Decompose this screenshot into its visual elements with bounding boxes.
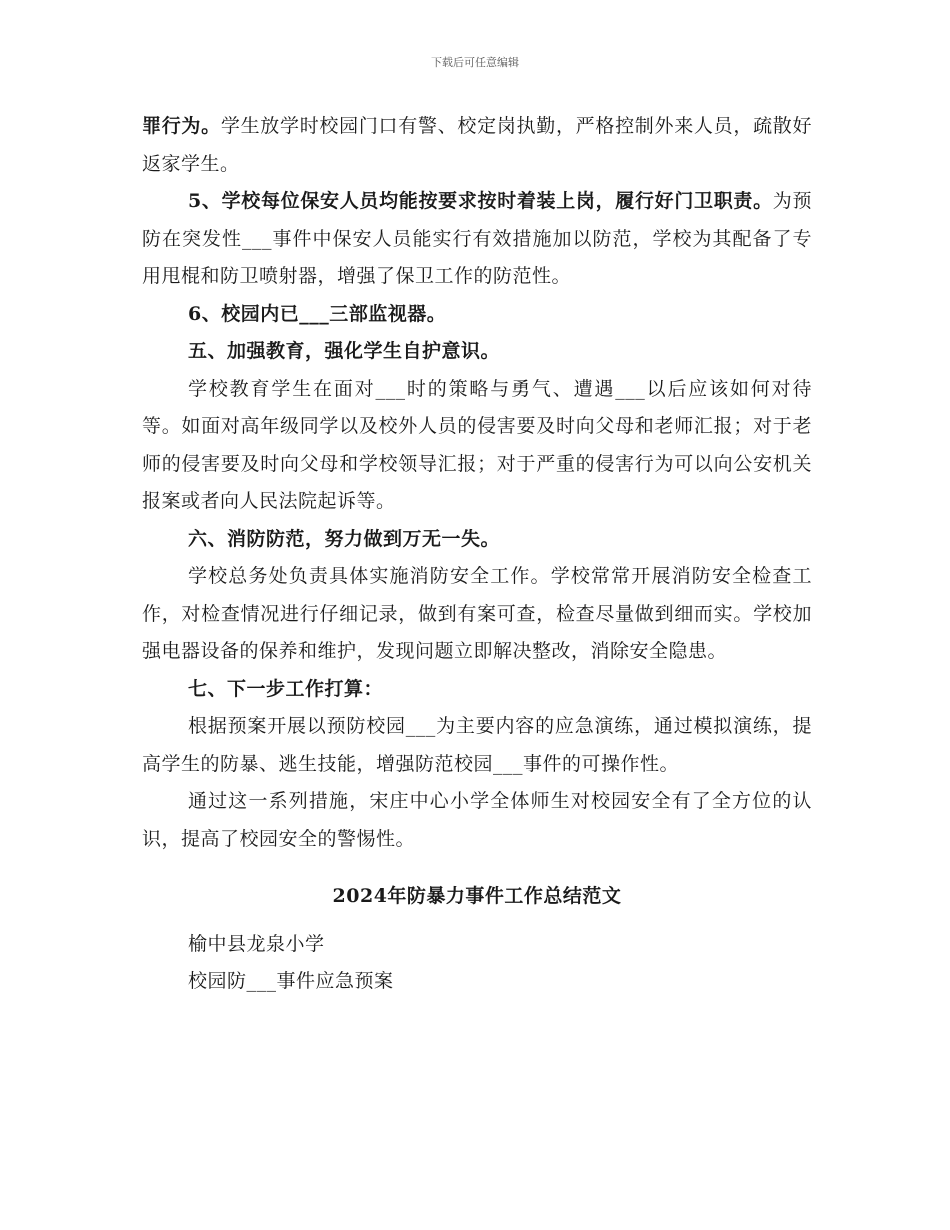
document-body: [142, 108, 812, 1001]
paragraph-2: [142, 183, 812, 296]
page-header-note: 下载后可任意编辑: [431, 56, 519, 69]
plan-name: 校园防___事件应急预案: [188, 970, 394, 992]
document-title: 2024年防暴力事件工作总结范文: [332, 885, 622, 907]
paragraph-2-bold: 5、学校每位保安人员均能按要求按时着装上岗，履行好门卫职责。: [188, 190, 773, 212]
section-heading-5: 五、加强教育，强化学生自护意识。: [188, 340, 501, 362]
paragraph-2-text: 为预防在突发性___事件中保安人员能实行有效措施加以防范，学校为其配备了专用甩棍和防卫喷射器，增强了保卫工作的防范性。: [142, 190, 812, 287]
paragraph-1: [142, 108, 812, 183]
paragraph-1-text: 学生放学时校园门口有警、校定岗执勤，严格控制外来人员，疏散好返家学生。: [142, 115, 812, 175]
paragraph-8: 通过这一系列措施，宋庄中心小学全体师生对校园安全有了全方位的认识，提高了校园安全的警惕性。: [142, 790, 812, 850]
section-heading-6: 六、消防防范，努力做到万无一失。: [188, 527, 501, 550]
paragraph-3: 6、校园内已___三部监视器。: [188, 302, 447, 325]
school-name: 榆中县龙泉小学: [188, 932, 325, 955]
section-heading-7: 七、下一步工作打算：: [188, 677, 384, 700]
paragraph-7: 根据预案开展以预防校园___为主要内容的应急演练，通过模拟演练，提高学生的防暴、逃生技能，增强防范校园___事件的可操作性。: [142, 715, 812, 775]
paragraph-6: 学校总务处负责具体实施消防安全工作。学校常常开展消防安全检查工作，对检查情况进行仔细记录，做到有案可查，检查尽量做到细而实。学校加强电器设备的保养和维护，发现问题立即解决整改，消除安全隐患。: [142, 565, 812, 662]
paragraph-1-bold: 罪行为。: [142, 115, 221, 137]
paragraph-5: 学校教育学生在面对___时的策略与勇气、遭遇___以后应该如何对待等。如面对高年级同学以及校外人员的侵害要及时向父母和老师汇报；对于老师的侵害要及时向父母和学校领导汇报；对于严重的侵害行为可以向公安机关报案或者向人民法院起诉等。: [142, 377, 812, 512]
